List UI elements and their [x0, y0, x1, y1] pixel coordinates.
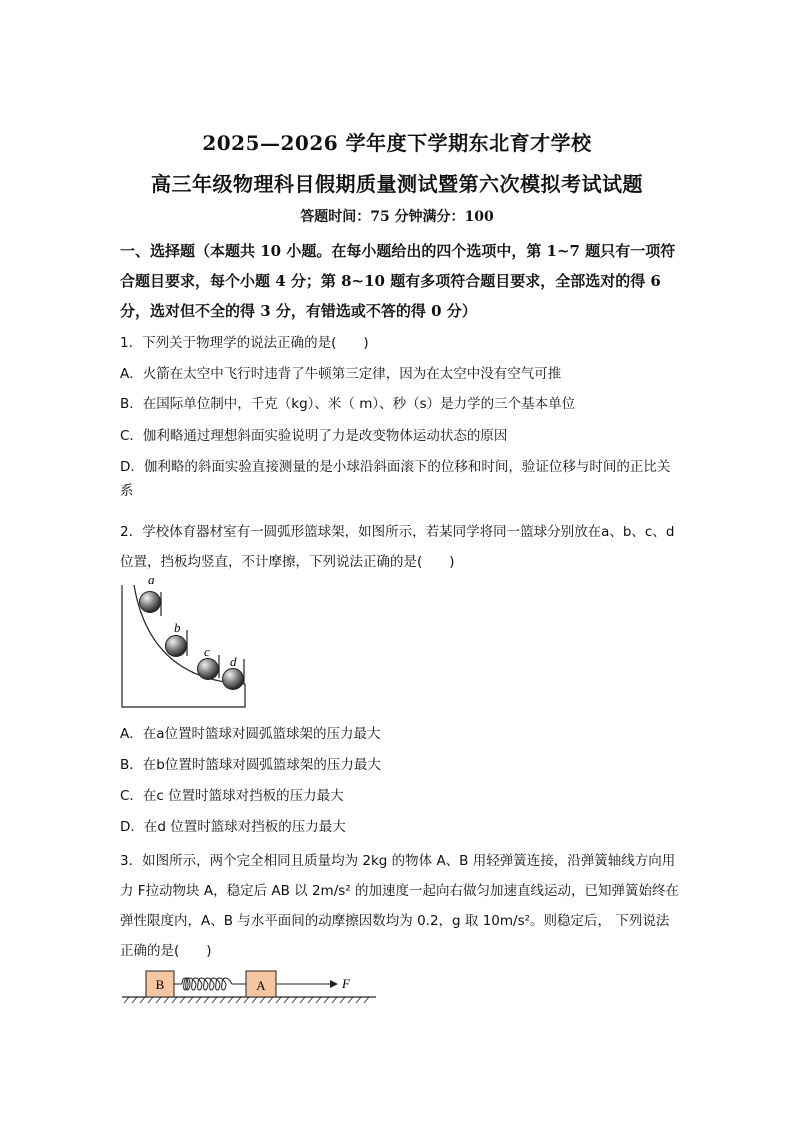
label-d: d	[230, 654, 237, 669]
label-c: c	[204, 644, 210, 659]
q1-stem: 1．下列关于物理学的说法正确的是( )	[120, 335, 369, 351]
q2-option-d: D．在d 位置时篮球对挡板的压力最大	[120, 819, 346, 835]
q1-option-d: D．伽利略的斜面实验直接测量的是小球沿斜面滚下的位移和时间，验证位移与时间的正比关系	[120, 459, 671, 499]
force-arrow-head	[330, 980, 338, 988]
q2-option-a: A．在a位置时篮球对圆弧篮球架的压力最大	[120, 726, 381, 742]
block-b-label: B	[155, 977, 165, 992]
block-a-label: A	[256, 978, 266, 993]
spring	[174, 978, 246, 990]
q3-stem: 3．如图所示，两个完全相同且质量均为 2kg 的物体 A、B 用轻弹簧连接，沿弹簧轴线方向用力 F拉动物块 A，稳定后 AB 以 2m/s² 的加速度一起向右做匀加速直线运动，已知弹簧始终在弹性限度内，A、B 与水平面间的动摩擦因数均为 0.2，g 取 10m/s²。则稳定后， 下列说法正确的是( )	[120, 853, 679, 959]
q2-option-b: B．在b位置时篮球对圆弧篮球架的压力最大	[120, 757, 381, 773]
label-a: a	[148, 572, 155, 587]
ball-c	[198, 659, 219, 680]
ball-b	[166, 636, 187, 657]
q1-option-c: C．伽利略通过理想斜面实验说明了力是改变物体运动状态的原因	[120, 428, 508, 444]
q2-option-c: C．在c 位置时篮球对挡板的压力最大	[120, 788, 344, 804]
q1-option-b: B．在国际单位制中，千克（kg）、米（ m）、秒（s）是力学的三个基本单位	[120, 396, 576, 412]
q2-stem: 2．学校体育器材室有一圆弧形篮球架，如图所示，若某同学将同一篮球分别放在a、b、c、d位置，挡板均竖直，不计摩擦，下列说法正确的是( )	[120, 524, 675, 570]
ground-hatching	[124, 997, 369, 1003]
exam-title-line2: 高三年级物理科目假期质量测试暨第六次模拟考试试题	[151, 172, 643, 196]
exam-title-line1: 2025—2026 学年度下学期东北育才学校	[202, 131, 592, 155]
spring-blocks-figure	[118, 966, 380, 1006]
section-instructions: 一、选择题（本题共 10 小题。在每小题给出的四个选项中，第 1~7 题只有一项符合题目要求，每个小题 4 分；第 8~10 题有多项符合题目要求，全部选对的得 6 分，选对但不全的得 3 分，有错选或不答的得 0 分）	[120, 242, 676, 320]
ball-a	[140, 592, 161, 613]
exam-time-score: 答题时间：75 分钟满分：100	[300, 209, 494, 225]
q1-option-a: A．火箭在太空中飞行时违背了牛顿第三定律，因为在太空中没有空气可推	[120, 366, 562, 382]
label-b: b	[174, 620, 181, 635]
force-label: F	[342, 976, 350, 991]
basketball-rack-figure	[112, 570, 252, 712]
ball-d	[223, 669, 244, 690]
